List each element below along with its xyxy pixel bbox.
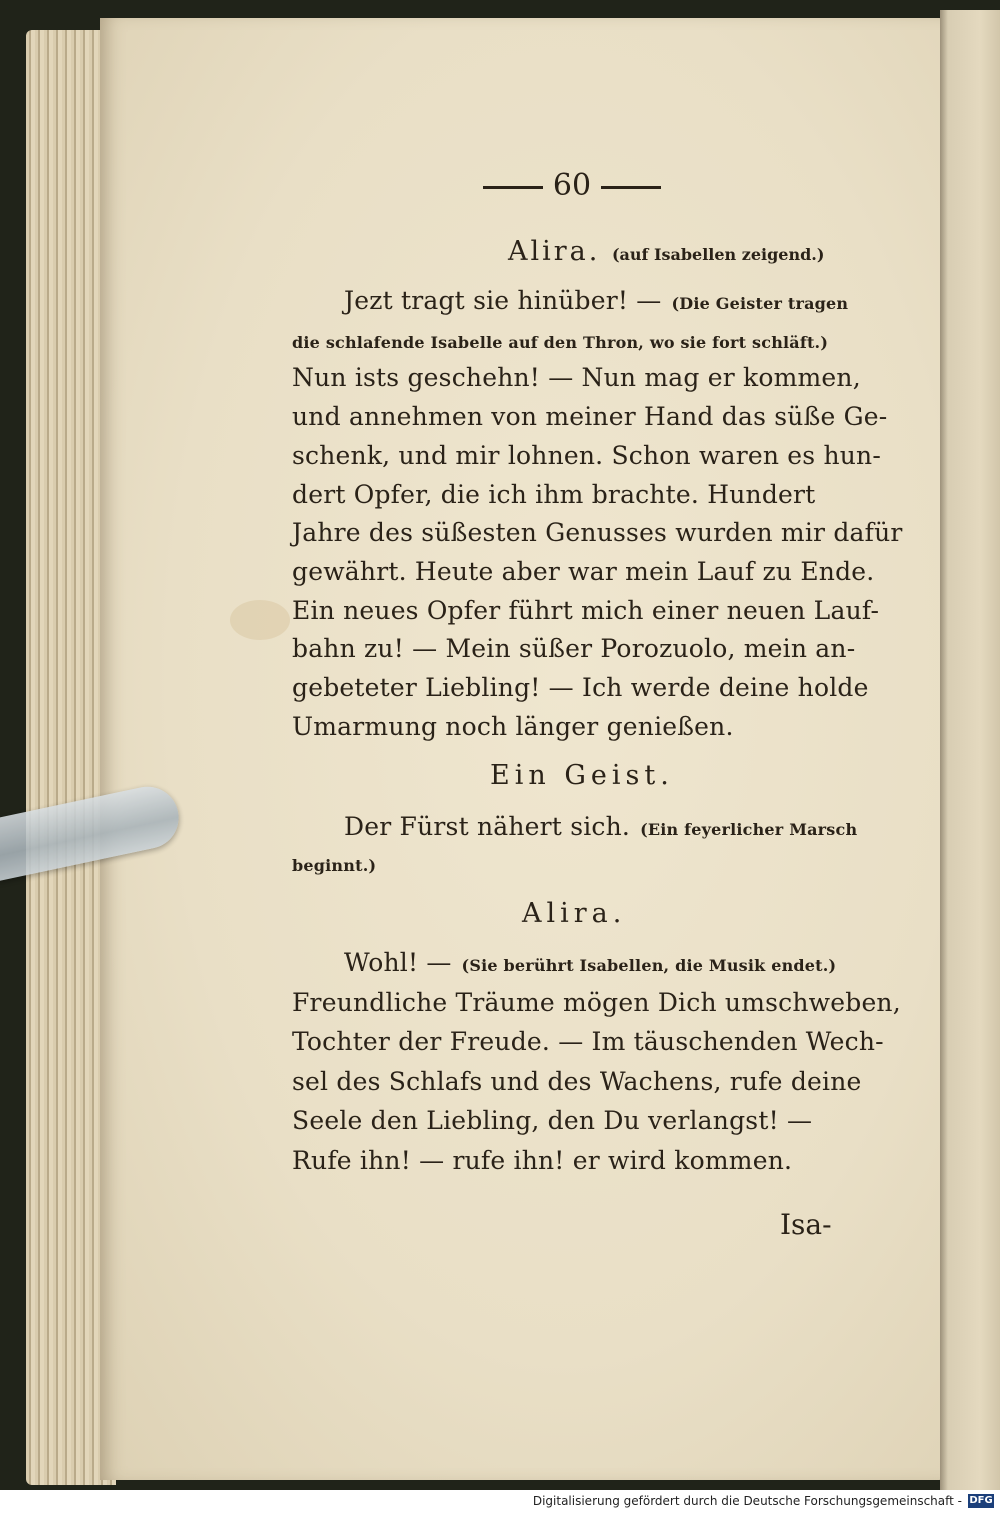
- text-line: [292, 595, 880, 625]
- text-line: [292, 1106, 858, 1135]
- text-line: [292, 1027, 884, 1056]
- line-text: Ein neues Opfer führt mich einer neuen Lauf-: [292, 595, 880, 625]
- speaker-heading-2: [490, 760, 674, 791]
- speaker-heading-1: [508, 236, 824, 267]
- line-text: Der Fürst nähert sich.: [344, 812, 631, 841]
- stage-direction: (Die Geister tragen: [671, 294, 849, 313]
- text-line: [292, 363, 861, 393]
- stage-direction: die schlafende Isabelle auf den Thron, wo sie fort schläft.): [292, 332, 829, 352]
- stage-direction: (auf Isabellen zeigend.): [611, 245, 825, 264]
- catchword: Isa-: [780, 1208, 832, 1241]
- speaker-name: Alira.: [508, 236, 601, 267]
- page-number: [452, 168, 692, 203]
- text-line: [344, 948, 910, 977]
- text-line: [292, 402, 888, 432]
- text-line: [292, 556, 875, 586]
- text-line: [292, 440, 882, 470]
- stage-direction: (Ein feyerlicher Marsch: [640, 820, 858, 839]
- line-text: Wohl! —: [344, 948, 452, 977]
- line-text: und annehmen von meiner Hand das süße Ge-: [292, 402, 888, 432]
- paper-stain: [230, 600, 290, 640]
- text-line: [292, 1146, 858, 1175]
- stage-direction: (Sie berührt Isabellen, die Musik endet.): [461, 956, 837, 975]
- text-line: [292, 325, 858, 354]
- page-number-value: 60: [552, 168, 592, 203]
- speaker-name: Alira.: [522, 898, 627, 929]
- text-line: [344, 286, 910, 315]
- text-line: [292, 518, 903, 548]
- line-text: sel des Schlafs und des Wachens, rufe deine: [292, 1066, 862, 1096]
- speaker-heading-3: [522, 898, 626, 929]
- line-text: gewährt. Heute aber war mein Lauf zu Ende.: [292, 556, 875, 586]
- line-text: gebeteter Liebling! — Ich werde deine holde: [292, 673, 869, 702]
- text-line: [292, 673, 869, 702]
- line-text: Freundliche Träume mögen Dich umschweben,: [292, 987, 901, 1017]
- line-text: Nun ists geschehn! — Nun mag er kommen,: [292, 363, 861, 393]
- line-text: Jezt tragt sie hinüber! —: [344, 286, 662, 315]
- line-text: bahn zu! — Mein süßer Porozuolo, mein an-: [292, 634, 856, 664]
- text-line: [292, 1066, 862, 1096]
- line-text: dert Opfer, die ich ihm brachte. Hundert: [292, 479, 816, 509]
- text-line: [292, 634, 858, 663]
- speaker-name: Ein Geist.: [490, 760, 674, 791]
- text-line: [292, 987, 901, 1017]
- text-line: [292, 480, 858, 509]
- ornament-right: [601, 186, 661, 189]
- text-line: [292, 848, 858, 877]
- line-text: Seele den Liebling, den Du verlangst! —: [292, 1106, 813, 1135]
- facing-page-edge: [940, 10, 1000, 1490]
- ornament-left: [483, 186, 543, 189]
- footer-bar: [0, 1490, 1000, 1513]
- text-line: [344, 812, 910, 841]
- line-text: Umarmung noch länger genießen.: [292, 711, 734, 741]
- line-text: Rufe ihn! — rufe ihn! er wird kommen.: [292, 1145, 793, 1175]
- line-text: Jahre des süßesten Genusses wurden mir dafür: [292, 518, 903, 548]
- footer-credit: Digitalisierung gefördert durch die Deutsche Forschungsgemeinschaft -: [532, 1494, 962, 1508]
- text-line: [292, 712, 858, 741]
- dfg-logo: DFG: [969, 1495, 993, 1506]
- line-text: Tochter der Freude. — Im täuschenden Wech-: [292, 1027, 884, 1056]
- stage-direction: beginnt.): [292, 856, 377, 875]
- line-text: schenk, und mir lohnen. Schon waren es hun-: [292, 440, 882, 470]
